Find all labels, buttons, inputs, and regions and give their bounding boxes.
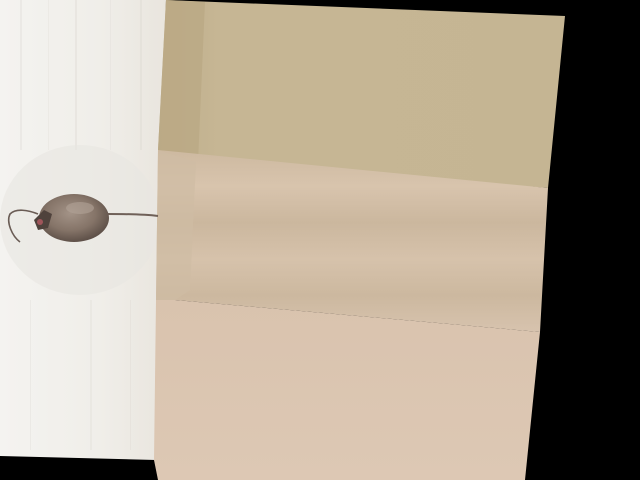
fruit-tip [37, 219, 43, 225]
lower-beige-panel [154, 300, 540, 480]
fruit-highlight [66, 202, 94, 214]
upper-panel-edge [158, 0, 205, 162]
band-corner [156, 150, 196, 300]
